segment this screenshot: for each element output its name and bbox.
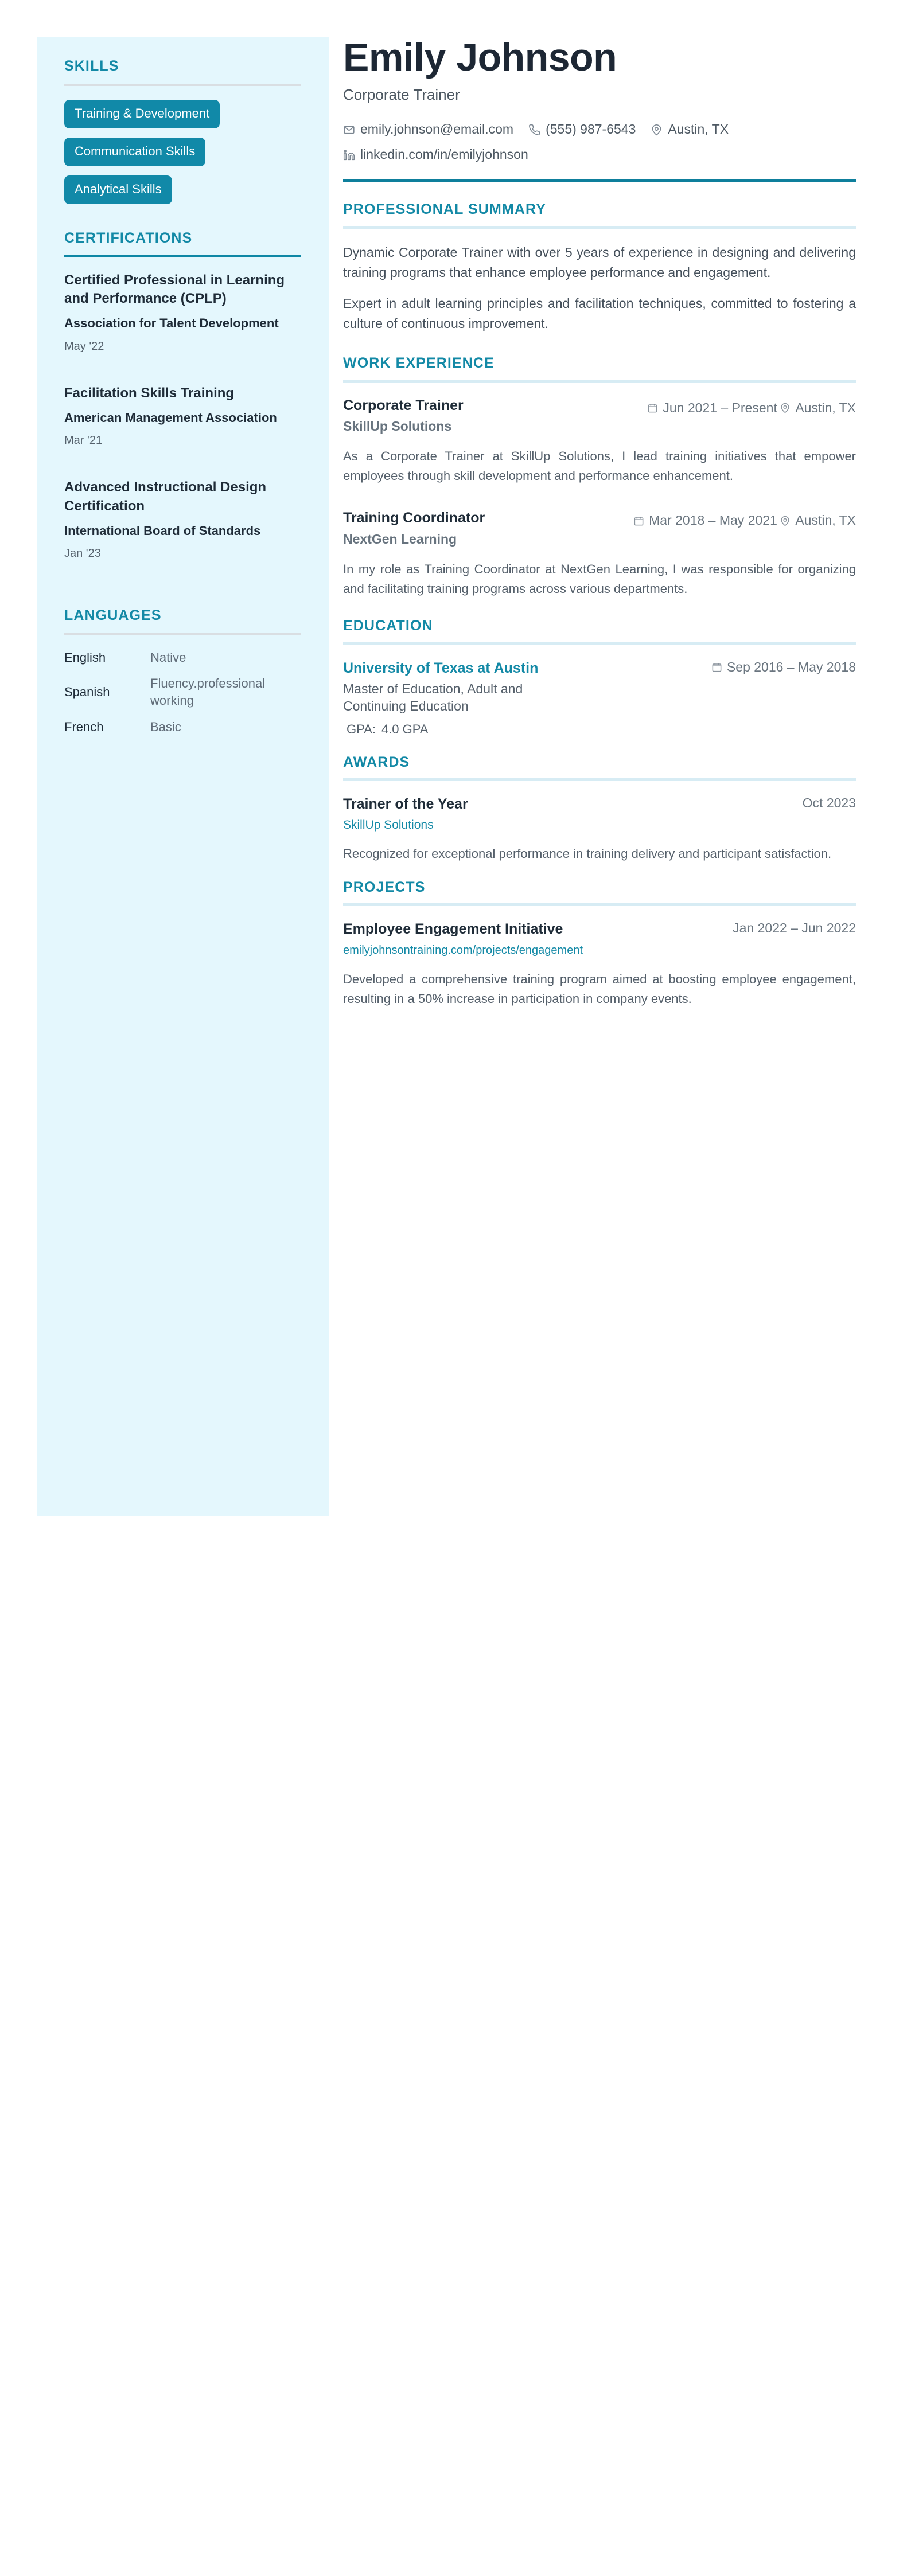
contact-row-primary [343,121,856,138]
job-dates-text: Jun 2021 – Present [663,400,777,415]
project-item-header [343,920,856,939]
candidate-job-title: Corporate Trainer [343,86,460,104]
resume-header [343,37,856,182]
award-item-header [343,795,856,833]
job-description: As a Corporate Trainer at SkillUp Solutions, I lead training initiatives that empower employees through skill development and performance enhancement. [343,449,856,483]
gpa-value: 4.0 GPA [381,721,429,736]
job-dates [647,400,777,417]
candidate-name: Emily Johnson [343,36,617,79]
skill-chip[interactable]: Training & Development [64,100,220,128]
language-item [64,675,301,709]
location-pin-icon [780,403,791,413]
education-dates [711,659,856,676]
contact-location-text: Austin, TX [668,122,729,137]
company-name: NextGen Learning [343,531,457,547]
work-item-header [343,396,856,435]
gpa-label: GPA: [347,721,376,736]
summary-paragraph: Expert in adult learning principles and facilitation techniques, committed to fostering a culture of continuous improvement. [343,296,856,331]
linkedin-icon [343,149,355,161]
location-pin-icon [651,124,663,136]
professional-summary-divider [343,226,856,229]
education-heading: EDUCATION [343,618,433,634]
sidebar-section-certifications [64,231,301,576]
language-item [64,649,301,666]
certification-organization: American Management Association [64,410,277,425]
project-description: Developed a comprehensive training program aimed at boosting employee engagement, resulting in a 50% increase in participation in company events. [343,971,856,1006]
projects-divider [343,903,856,906]
calendar-icon [647,403,658,413]
job-title: Corporate Trainer [343,397,464,413]
certification-date: Mar '21 [64,434,103,447]
job-dates-text: Mar 2018 – May 2021 [649,513,777,528]
language-list [64,649,301,736]
certification-organization: International Board of Standards [64,523,261,538]
section-work-experience [343,356,856,599]
contact-phone[interactable] [528,121,636,138]
work-experience-heading: WORK EXPERIENCE [343,355,495,372]
skills-heading: SKILLS [64,58,119,74]
section-projects [343,880,856,1009]
skill-chip[interactable]: Analytical Skills [64,175,172,204]
award-issuer[interactable]: SkillUp Solutions [343,818,434,832]
envelope-icon [343,124,355,136]
education-item-header [343,659,856,715]
project-dates [733,920,856,937]
work-experience-divider [343,380,856,383]
languages-divider [64,633,301,635]
language-level: Basic [150,719,181,734]
degree-name: Master of Education, Adult and Continuing Education [343,681,523,713]
work-item-header [343,509,856,548]
certification-list [64,271,301,576]
language-name: English [64,650,106,665]
job-dates [633,512,777,529]
language-item [64,719,301,736]
main-content [343,37,856,1012]
skills-chip-list [64,100,301,204]
contact-location [651,121,729,138]
section-professional-summary [343,202,856,334]
job-description: In my role as Training Coordinator at NextGen Learning, I was responsible for organizing and facilitating training programs across various departments. [343,561,856,596]
skill-chip[interactable]: Communication Skills [64,138,205,166]
award-date-text: Oct 2023 [802,795,856,811]
contact-email-text: emily.johnson@email.com [360,122,514,137]
job-location-text: Austin, TX [795,513,856,528]
certification-name: Facilitation Skills Training [64,385,235,401]
work-experience-item [343,396,856,486]
award-description: Recognized for exceptional performance in training delivery and participant satisfaction. [343,846,832,861]
location-pin-icon [780,516,791,526]
project-url[interactable]: emilyjohnsontraining.com/projects/engagement [343,943,583,957]
award-title: Trainer of the Year [343,796,468,813]
education-item [343,659,856,739]
phone-icon [528,124,540,136]
sidebar-section-languages [64,608,301,735]
project-dates-text: Jan 2022 – Jun 2022 [733,920,856,936]
certification-date: Jan '23 [64,547,101,560]
section-education [343,618,856,739]
project-title: Employee Engagement Initiative [343,921,563,938]
calendar-icon [711,662,722,673]
language-level: Fluency.professional working [150,676,266,708]
professional-summary-heading: PROFESSIONAL SUMMARY [343,201,546,218]
sidebar [37,37,329,1516]
certification-date: May '22 [64,339,104,353]
summary-paragraph: Dynamic Corporate Trainer with over 5 years of experience in designing and delivering training programs that enhance employee performance and engagement. [343,244,856,280]
education-gpa [347,721,856,739]
skills-divider [64,84,301,86]
certification-item [64,384,301,464]
job-location-text: Austin, TX [795,400,856,415]
project-item [343,920,856,1009]
work-experience-item [343,509,856,599]
contact-linkedin-text: linkedin.com/in/emilyjohnson [360,147,528,162]
section-awards [343,755,856,864]
certification-organization: Association for Talent Development [64,316,279,331]
awards-heading: AWARDS [343,754,410,770]
contact-email[interactable] [343,121,513,138]
contact-phone-text: (555) 987-6543 [546,122,636,137]
job-title: Training Coordinator [343,510,485,526]
job-location [780,512,856,529]
contact-linkedin[interactable] [343,146,528,163]
language-name: French [64,719,104,734]
school-name[interactable]: University of Texas at Austin [343,659,539,676]
certification-item [64,271,301,369]
header-divider [343,179,856,182]
awards-divider [343,778,856,781]
language-level: Native [150,650,186,665]
languages-heading: LANGUAGES [64,607,162,624]
projects-heading: PROJECTS [343,879,426,895]
education-dates-text: Sep 2016 – May 2018 [726,659,856,674]
company-name: SkillUp Solutions [343,419,452,434]
language-name: Spanish [64,685,110,700]
certification-name: Advanced Instructional Design Certification [64,479,267,514]
calendar-icon [633,516,644,526]
contact-row-social [343,146,856,163]
education-divider [343,642,856,645]
job-location [780,400,856,417]
sidebar-section-skills [64,58,301,204]
award-date [803,795,856,812]
award-item [343,795,856,864]
certification-item [64,478,301,576]
certifications-heading: CERTIFICATIONS [64,229,193,246]
certifications-divider [64,255,301,257]
certification-name: Certified Professional in Learning and Performance (CPLP) [64,272,285,307]
